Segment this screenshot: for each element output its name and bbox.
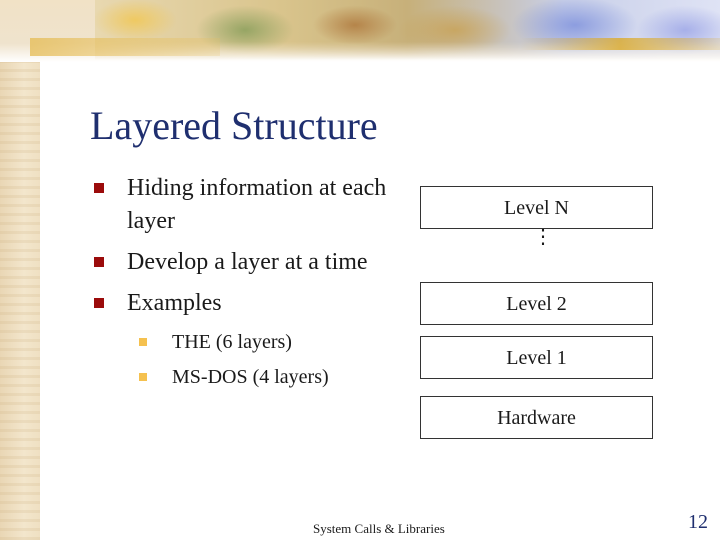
bullet-text: Examples xyxy=(127,290,222,316)
sub-bullet-item xyxy=(127,364,392,390)
page-number: 12 xyxy=(688,511,708,533)
sub-bullet-text: MS-DOS (4 layers) xyxy=(172,366,329,388)
bullet-item xyxy=(92,287,392,390)
slide-title: Layered Structure xyxy=(90,103,378,148)
banner-stripe-right xyxy=(520,38,720,50)
slide-footer: System Calls & Libraries xyxy=(313,521,445,536)
bullet-text: Develop a layer at a time xyxy=(127,249,368,275)
square-bullet-icon xyxy=(94,183,104,193)
square-sub-bullet-icon xyxy=(139,373,147,381)
hardware-box: Hardware xyxy=(420,396,653,439)
bullet-item xyxy=(92,172,392,238)
sub-bullet-list xyxy=(127,329,392,390)
level-1-box: Level 1 xyxy=(420,336,653,379)
bullet-text: Hiding information at each layer xyxy=(127,175,387,234)
square-bullet-icon xyxy=(94,257,104,267)
sub-bullet-text: THE (6 layers) xyxy=(172,331,292,353)
level-2-box: Level 2 xyxy=(420,282,653,325)
sub-bullet-item xyxy=(127,329,392,355)
banner-stripe-left xyxy=(30,38,220,56)
bullet-item xyxy=(92,246,392,279)
level-n-box: Level N xyxy=(420,186,653,229)
bullet-list xyxy=(92,172,392,398)
left-decorative-strip xyxy=(0,0,40,540)
ellipsis-glyph: ⋮ xyxy=(533,226,553,248)
ellipsis-vertical xyxy=(533,226,553,248)
square-sub-bullet-icon xyxy=(139,338,147,346)
square-bullet-icon xyxy=(94,298,104,308)
top-decorative-banner xyxy=(0,0,720,62)
